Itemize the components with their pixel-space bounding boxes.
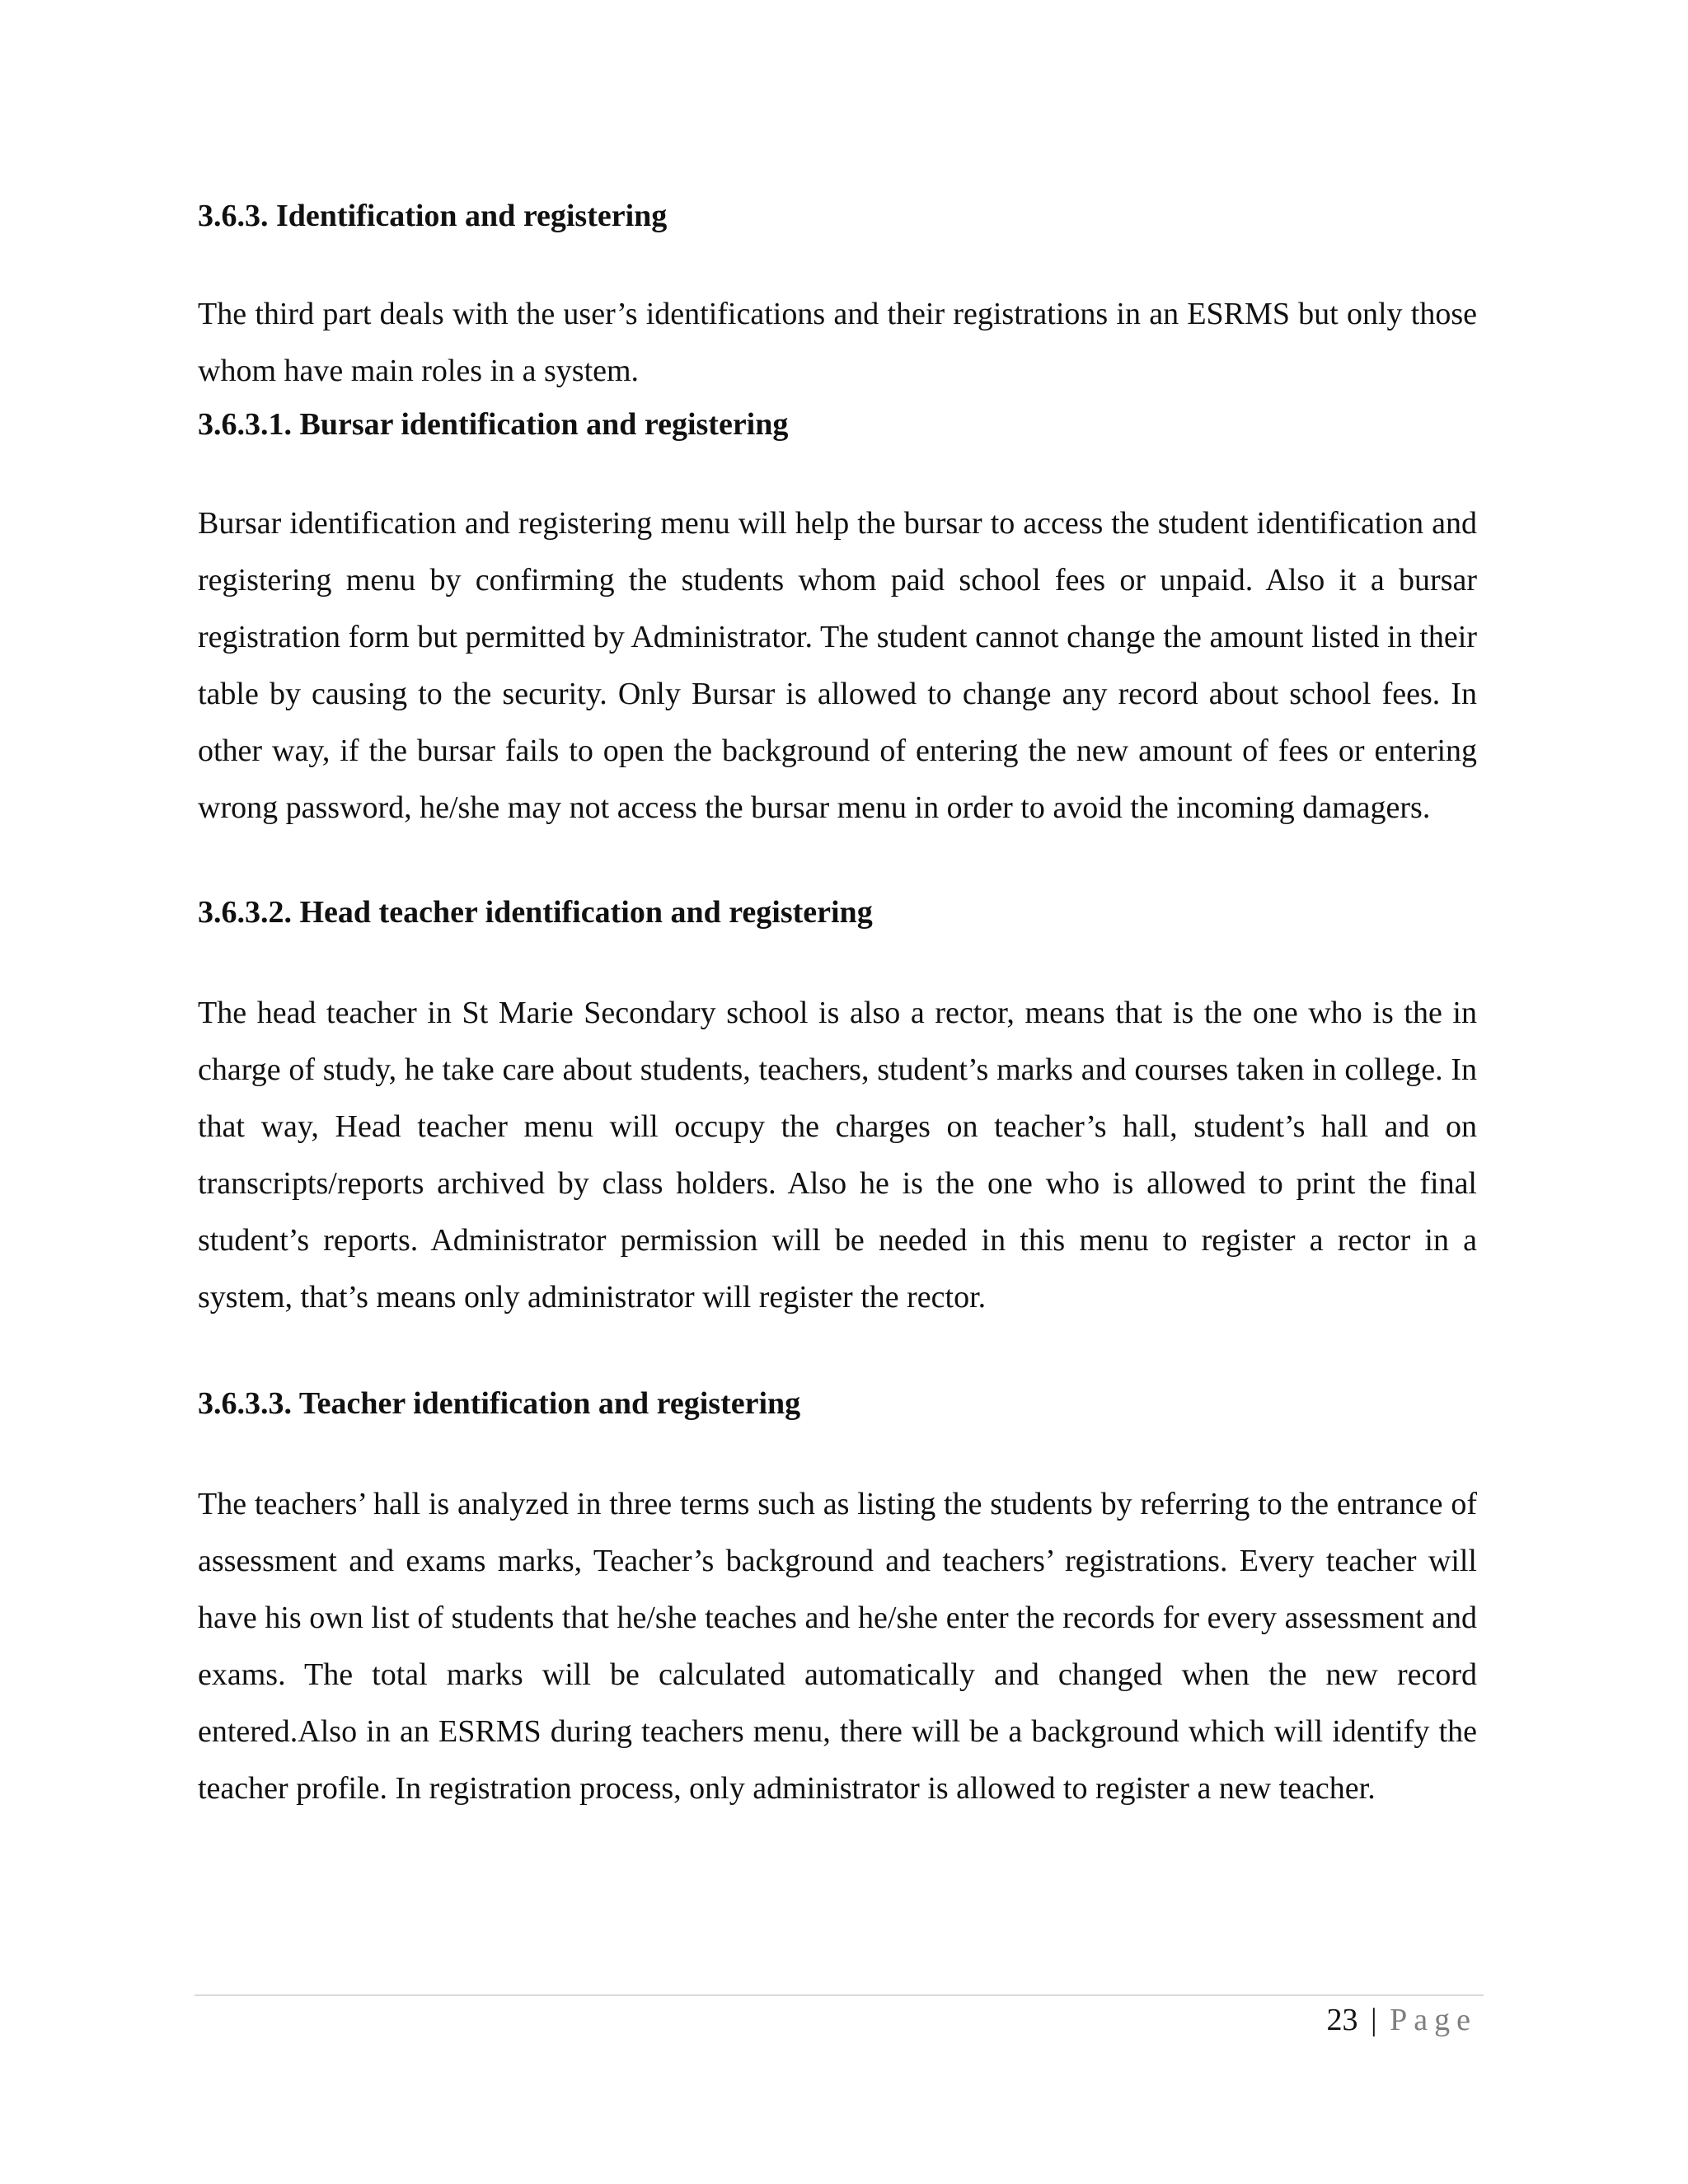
page-content [198,191,1477,1817]
section-body-head-teacher: The head teacher in St Marie Secondary school is also a rector, means that is the one who is the in charge of study, he take care about students, teachers, student’s marks and courses taken in college. In that way, Head teacher menu will occupy the charges on teacher’s hall, student’s hall and on transcripts/reports archived by class holders. Also he is the one who is allowed to print the final student’s reports. Administrator permission will be needed in this menu to register a rector in a system, that’s means only administrator will register the rector. [198,996,1477,1315]
section-body-teacher: The teachers’ hall is analyzed in three terms such as listing the students by referring to the entrance of assessment and exams marks, Teacher’s background and teachers’ registrations. Every teacher will have his own list of students that he/she teaches and he/she enter the records for every assessment and exams. The total marks will be calculated automatically and changed when the new record entered.Also in an ESRMS during teachers menu, there will be a background which will identify the teacher profile. In registration process, only administrator is allowed to register a new teacher. [198,1487,1477,1806]
page-number: 23 [1326,2003,1358,2037]
section-body-bursar: Bursar identification and registering menu will help the bursar to access the student identification and registering menu by confirming the students whom paid school fees or unpaid. Also it a bursar registration form but permitted by Administrator. The student cannot change the amount listed in their table by causing to the security. Only Bursar is allowed to change any record about school fees. In other way, if the bursar fails to open the background of entering the new amount of fees or entering wrong password, he/she may not access the bursar menu in order to avoid the incoming damagers. [198,506,1477,825]
section-body-identification-registering: The third part deals with the user’s identifications and their registrations in an ESRMS but only those whom have main roles in a system. [198,297,1477,388]
page-footer [1327,1998,1477,2042]
section-heading-head-teacher: 3.6.3.2. Head teacher identification and registering [198,895,873,930]
page-label: Page [1390,2003,1477,2037]
section-heading-teacher: 3.6.3.3. Teacher identification and registering [198,1386,801,1421]
footer-divider [195,1994,1484,1996]
section-heading-identification-registering: 3.6.3. Identification and registering [198,199,668,233]
section-heading-bursar: 3.6.3.1. Bursar identification and registering [198,407,789,442]
footer-separator: | [1371,2003,1377,2037]
